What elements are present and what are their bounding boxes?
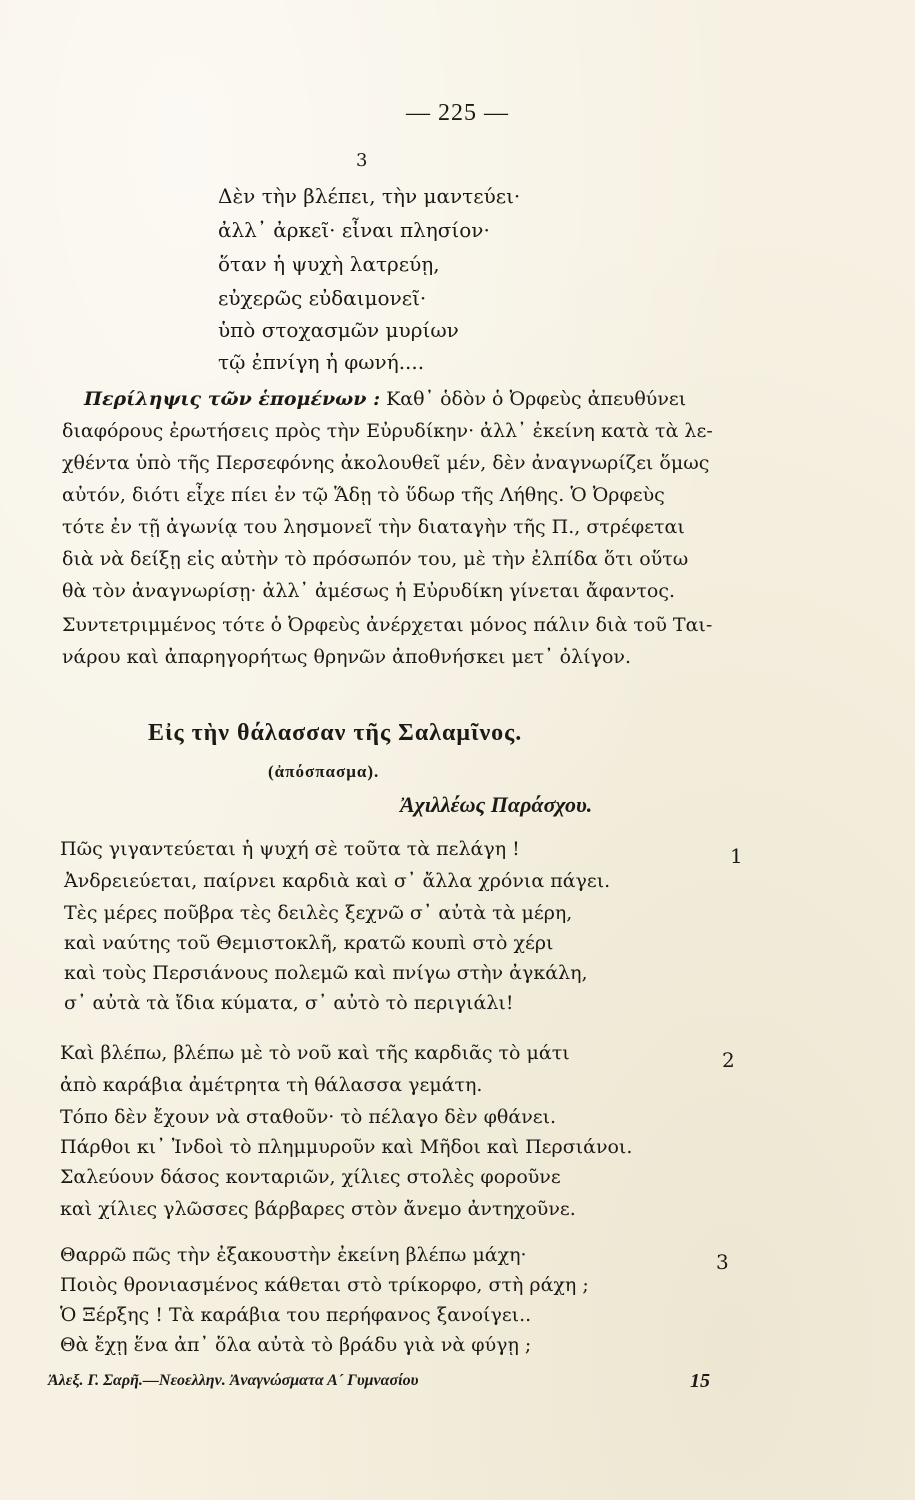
poem-line: Πῶς γιγαντεύεται ἡ ψυχή σὲ τοῦτα τὰ πελάγη ! <box>60 838 520 860</box>
stanza-number: 1 <box>730 844 743 868</box>
summary-line: Συντετριμμένος τότε ὁ Ὀρφεὺς ἀνέρχεται μόνος πάλιν διὰ τοῦ Ται- <box>62 614 713 636</box>
summary-line: νάρου καὶ ἀπαρηγορήτως θρηνῶν ἀποθνήσκει μετ᾽ ὀλίγον. <box>62 646 631 668</box>
poem-line: Ἀνδρειεύεται, παίρνει καρδιὰ καὶ σ᾽ ἄλλα χρόνια πάγει. <box>64 870 611 892</box>
summary-line: θὰ τὸν ἀναγνωρίσῃ· ἀλλ᾽ ἀμέσως ἡ Εὐρυδίκη γίνεται ἄφαντος. <box>62 580 676 602</box>
page-number: — 225 — <box>406 100 509 126</box>
signature-mark: 15 <box>690 1370 710 1392</box>
poem-title: Εἰς τὴν θάλασσαν τῆς Σαλαμῖνος. <box>148 720 523 746</box>
poem-line: καὶ ναύτης τοῦ Θεμιστοκλῆ, κρατῶ κουπὶ στὸ χέρι <box>64 932 554 954</box>
poem-line: εὐχερῶς εὐδαιμονεῖ· <box>218 286 427 310</box>
summary-line: διαφόρους ἐρωτήσεις πρὸς τὴν Εὐρυδίκην· ἀλλ᾽ ἐκείνη κατὰ τὰ λε- <box>62 420 713 442</box>
poem-line: ὑπὸ στοχασμῶν μυρίων <box>218 318 459 342</box>
poem-line: Πάρθοι κι᾽ Ἰνδοὶ τὸ πλημμυροῦν καὶ Μῆδοι καὶ Περσιάνοι. <box>60 1136 633 1158</box>
poem-author: Ἀχιλλέως Παράσχου. <box>400 792 593 817</box>
summary-line: αὐτόν, διότι εἶχε πίει ἐν τῷ Ἅδῃ τὸ ὕδωρ τῆς Λήθης. Ὁ Ὀρφεὺς <box>62 484 665 506</box>
stanza-number: 2 <box>722 1048 735 1072</box>
poem-line: Θαρρῶ πῶς τὴν ἐξακουστὴν ἐκείνη βλέπω μάχη· <box>60 1244 527 1266</box>
poem-line: ἀλλ᾽ ἀρκεῖ· εἶναι πλησίον· <box>218 218 490 242</box>
summary-line: διὰ νὰ δείξῃ εἰς αὐτὴν τὸ πρόσωπόν του, μὲ τὴν ἐλπίδα ὅτι οὕτω <box>62 548 689 570</box>
poem-line: ἀπὸ καράβια ἀμέτρητα τὴ θάλασσα γεμάτη. <box>60 1074 483 1096</box>
poem-line: Θὰ ἔχῃ ἕνα ἀπ᾽ ὅλα αὐτὰ τὸ βράδυ γιὰ νὰ φύγῃ ; <box>60 1334 532 1356</box>
poem-line: ὅταν ἡ ψυχὴ λατρεύῃ, <box>218 252 440 276</box>
summary-line: τότε ἐν τῇ ἀγωνίᾳ του λησμονεῖ τὴν διαταγὴν τῆς Π., στρέφεται <box>62 516 685 538</box>
poem-line: καὶ τοὺς Περσιάνους πολεμῶ καὶ πνίγω στὴν ἀγκάλη, <box>64 962 588 984</box>
poem-line: σ᾽ αὐτὰ τὰ ἴδια κύματα, σ᾽ αὐτὸ τὸ περιγιάλι! <box>64 992 514 1014</box>
poem-line: Καὶ βλέπω, βλέπω μὲ τὸ νοῦ καὶ τῆς καρδιᾶς τὸ μάτι <box>60 1042 570 1064</box>
summary-heading: Περίληψις τῶν ἑπομένων : <box>84 388 381 410</box>
summary-first-line <box>84 388 686 410</box>
poem-line: Δὲν τὴν βλέπει, τὴν μαντεύει· <box>218 184 521 208</box>
poem-line: Τόπο δὲν ἔχουν νὰ σταθοῦν· τὸ πέλαγο δὲν φθάνει. <box>60 1106 557 1128</box>
poem-line: τῷ ἐπνίγη ἡ φωνή.... <box>218 350 425 374</box>
poem-line: Ὁ Ξέρξης ! Τὰ καράβια του περήφανος ξανοίγει.. <box>60 1304 532 1326</box>
footer-citation: Ἀλεξ. Γ. Σαρῆ.—Νεοελλην. Ἀναγνώσματα Α´ Γυμνασίου <box>48 1372 419 1389</box>
poem-line: Σαλεύουν δάσος κονταριῶν, χίλιες στολὲς φοροῦνε <box>60 1166 561 1188</box>
poem-subtitle: (ἀπόσπασμα). <box>268 762 380 781</box>
poem-line: καὶ χίλιες γλῶσσες βάρβαρες στὸν ἄνεμο ἀντηχοῦνε. <box>60 1198 576 1220</box>
summary-text: Καθ᾽ ὁδὸν ὁ Ὀρφεὺς ἀπευθύνει <box>380 388 687 410</box>
poem-line: Τὲς μέρες ποῦβρα τὲς δειλὲς ξεχνῶ σ᾽ αὐτὰ τὰ μέρη, <box>64 902 573 924</box>
poem-line: Ποιὸς θρονιασμένος κάθεται στὸ τρίκορφο, στὴ ράχη ; <box>60 1274 589 1296</box>
stanza-number: 3 <box>716 1250 729 1274</box>
summary-line: χθέντα ὑπὸ τῆς Περσεφόνης ἀκολουθεῖ μέν, δὲν ἀναγνωρίζει ὅμως <box>62 452 710 474</box>
stanza-number: 3 <box>356 150 368 171</box>
